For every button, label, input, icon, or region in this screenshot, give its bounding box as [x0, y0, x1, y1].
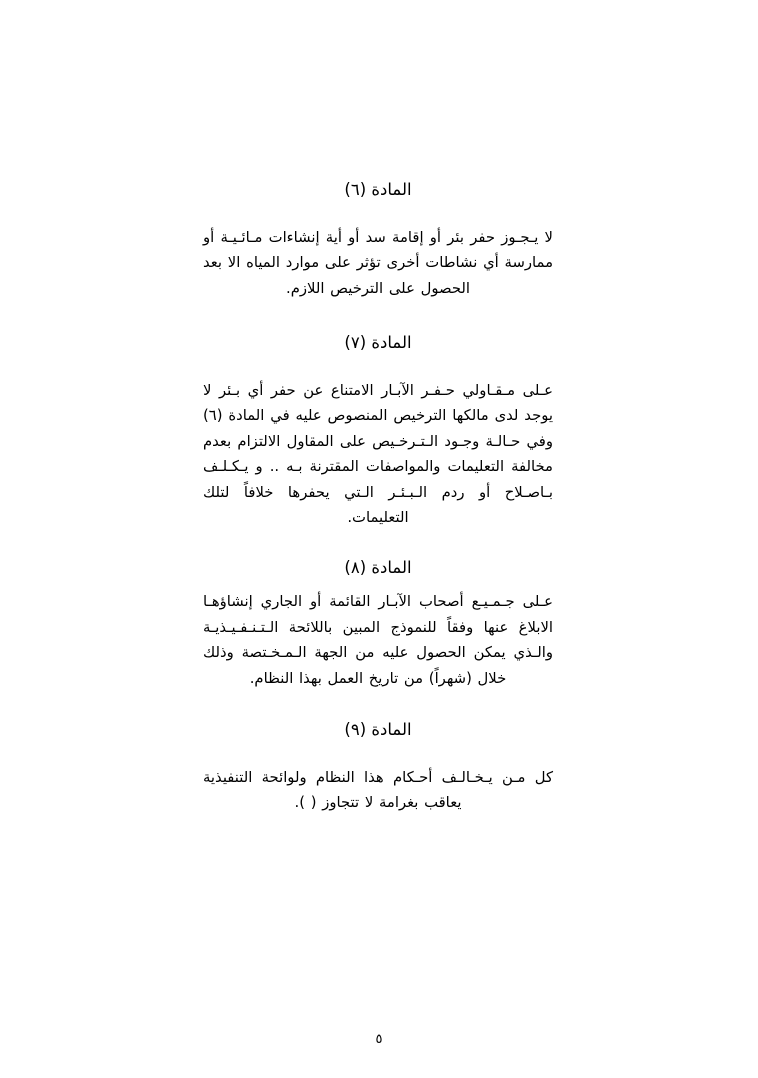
- article-7-body: عـلى مـقـاولي حـفـر الآبـار الامتناع عن حفر أي بـئر لا يوجد لدى مالكها الترخيص المنصوص عليه في المادة (٦) وفي حـالـة وجـود الـتـرخـيص على المقاول الالتزام بعدم مخالفة التعليمات والمواصفات المقترنة بـه .. و يـكـلـف بـاصـلاح أو ردم الـبـئـر الـتي يحفرها خلافاً لتلك التعليمات.: [203, 381, 553, 526]
- article-8-heading: المادة (٨): [344, 558, 412, 578]
- article-7: [203, 331, 553, 530]
- article-9: [203, 718, 553, 816]
- article-6-body: لا يـجـوز حفر بئر أو إقامة سد أو أية إنشاءات مـائـيـة أو ممارسة أي نشاطات أخرى تؤثر على موارد المياه الا بعد الحصول على الترخيص اللازم.: [203, 228, 553, 297]
- spacer-3: [203, 691, 553, 718]
- article-9-body: كل مـن يـخـالـف أحـكام هذا النظام ولوائحة التنفيذية يعاقب بغرامة لا تتجاوز ( ).: [203, 768, 553, 812]
- spacer-1: [203, 301, 553, 331]
- article-9-heading: المادة (٩): [344, 719, 412, 739]
- page-number: ٥: [375, 1032, 383, 1047]
- article-8: [203, 556, 553, 691]
- article-7-heading: المادة (٧): [344, 333, 412, 353]
- article-8-body: عـلى جـمـيـع أصحاب الآبـار القائمة أو الجاري إنشاؤهـا الابلاغ عنها وفقاً للنموذج المبين باللائحة الـتـنـفـيـذيـة والـذي يمكن الحصول عليه من الجهة الـمـخـتصة وذلك خلال (شهراً) من تاريخ العمل بهذا النظام.: [203, 593, 553, 687]
- document-content: [203, 178, 553, 816]
- article-6-heading: المادة (٦): [344, 180, 412, 199]
- article-6: [203, 178, 553, 301]
- spacer-2: [203, 530, 553, 556]
